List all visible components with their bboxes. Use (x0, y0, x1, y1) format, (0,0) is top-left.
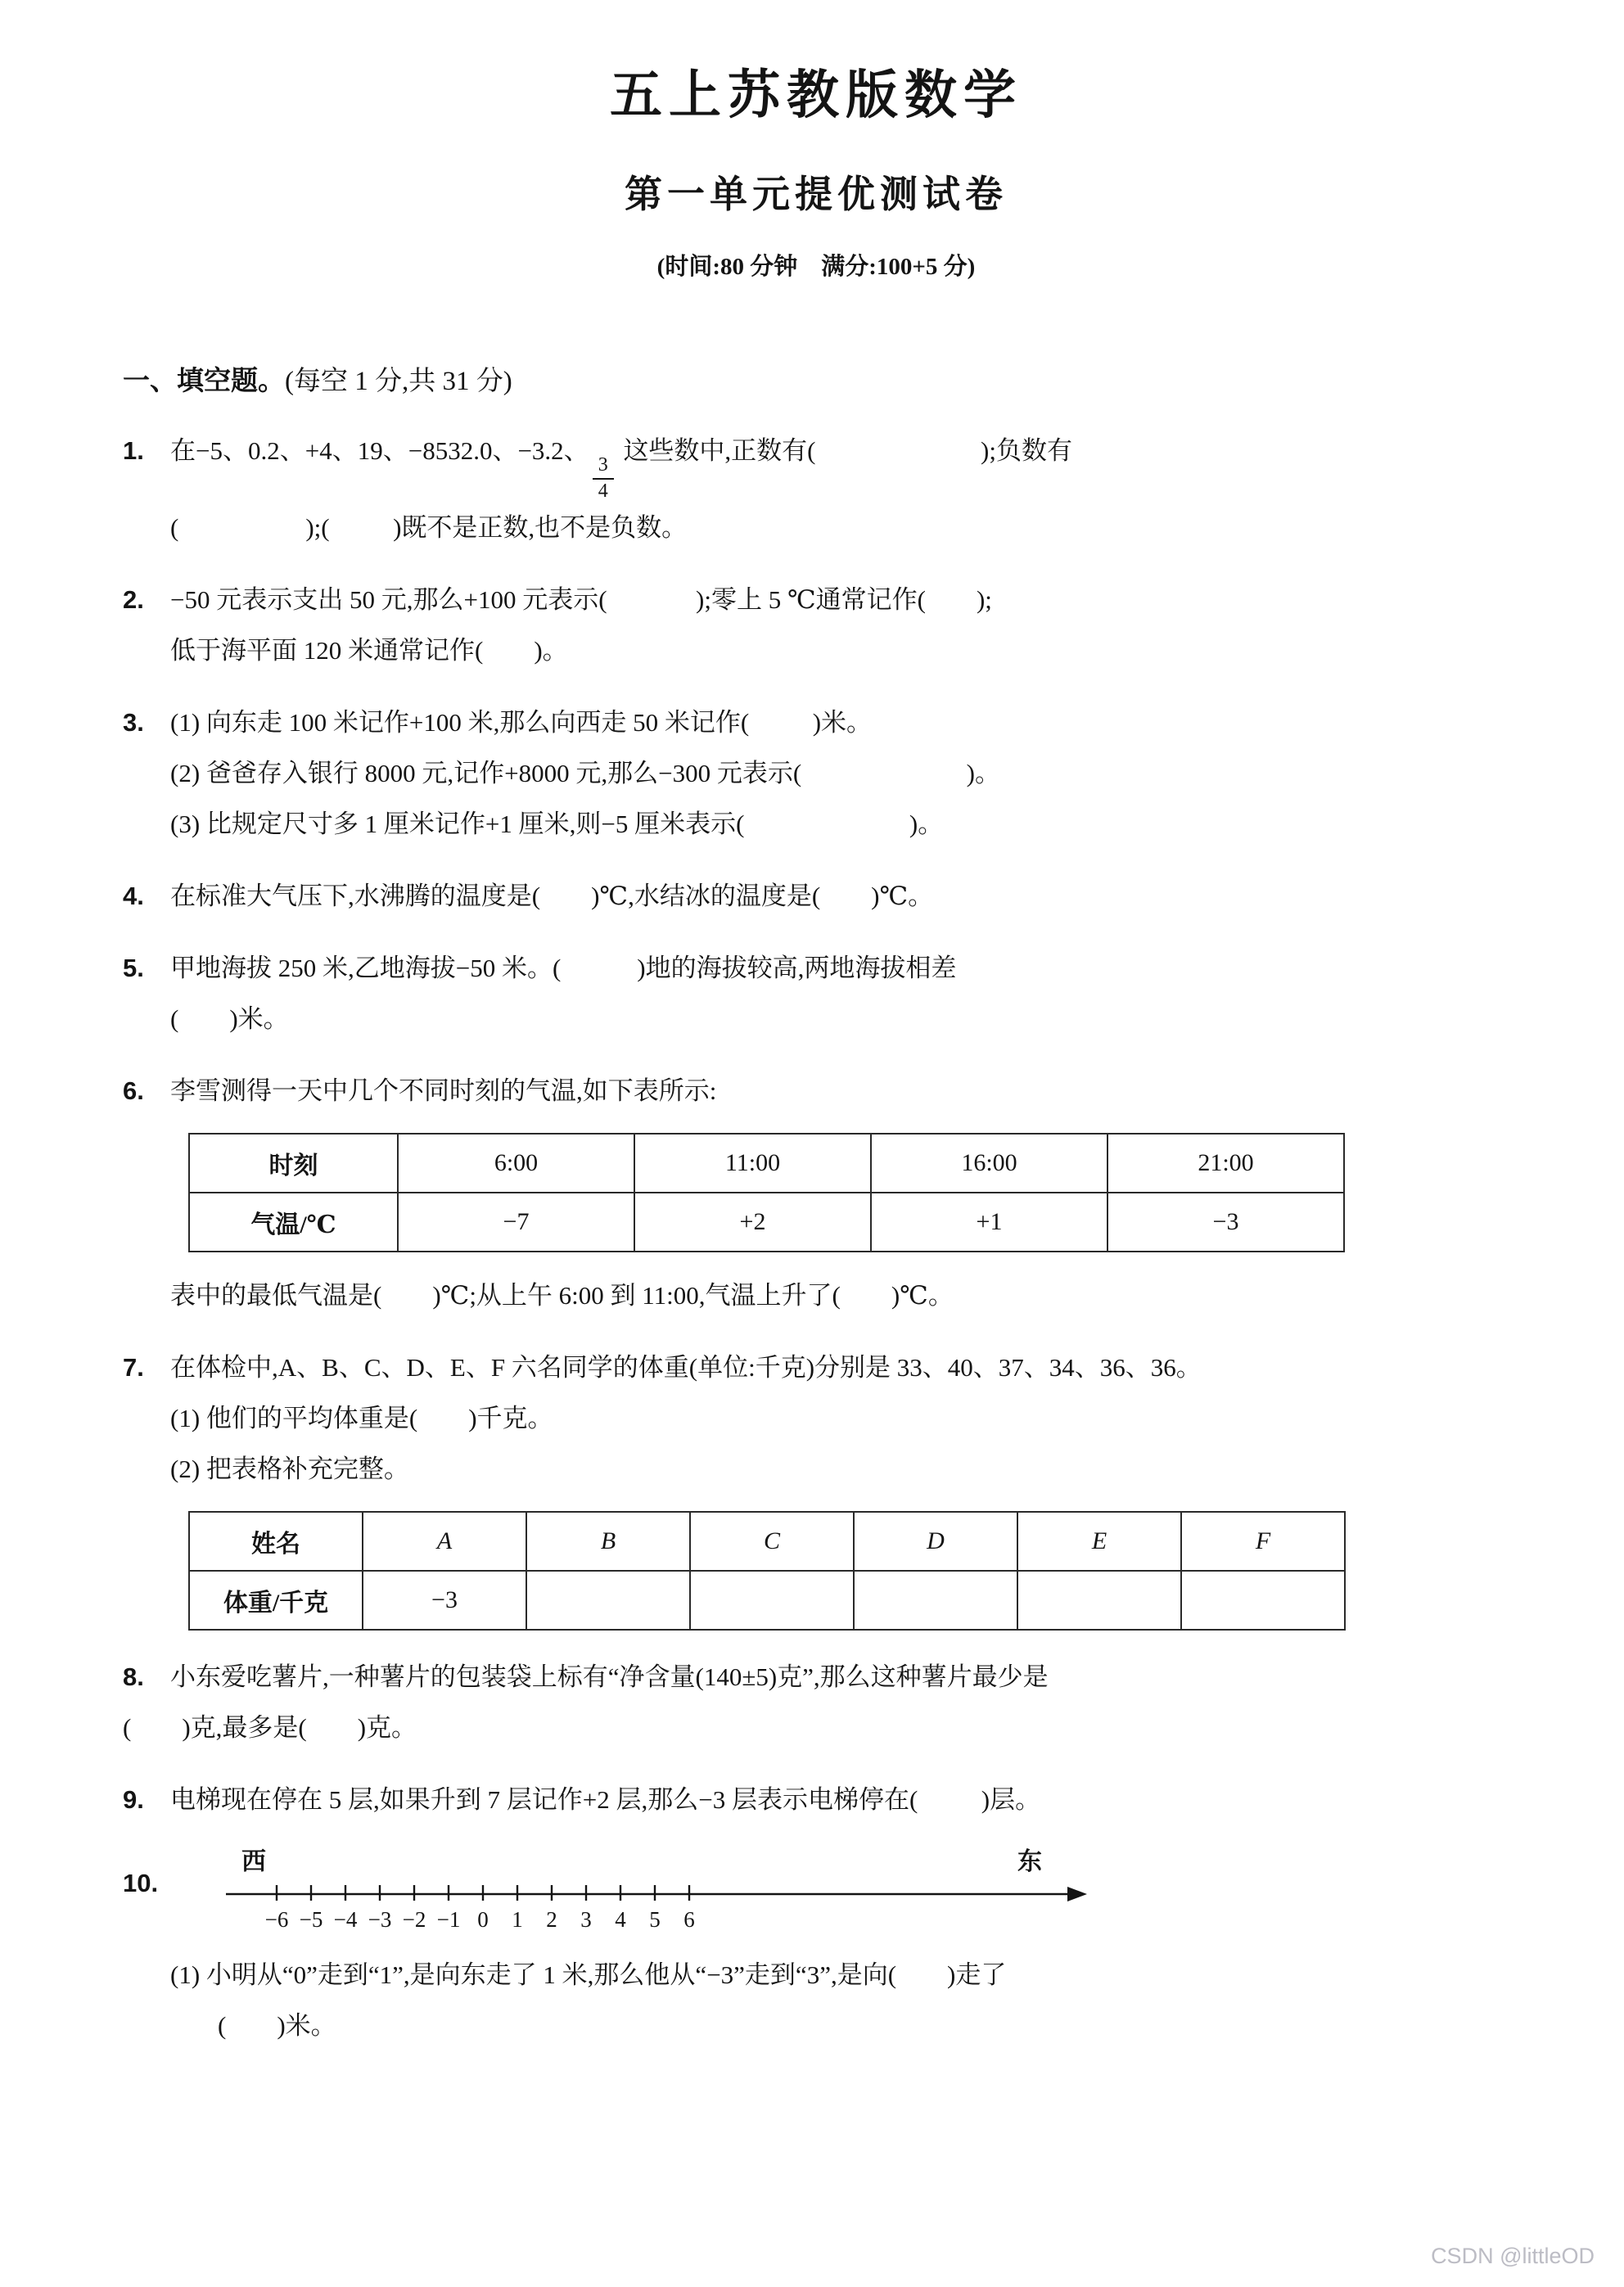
section-heading (123, 359, 1509, 398)
table-cell-empty (854, 1571, 1017, 1630)
subquestion-1-continued: ( )米。 (218, 2011, 336, 2041)
question-text-post: 这些数中,正数有( );负数有 (616, 436, 1072, 465)
subquestion-1: (1) 他们的平均体重是( )千克。 (170, 1404, 553, 1433)
number-line-figure (219, 1847, 1120, 1938)
tick-label: 5 (649, 1907, 661, 1933)
table-cell: 6:00 (398, 1134, 634, 1193)
number-line-svg (219, 1847, 1120, 1932)
table-cell: −7 (398, 1193, 634, 1252)
table-cell: −3 (1107, 1193, 1344, 1252)
question-text (170, 426, 1072, 503)
table-row (189, 1512, 1345, 1571)
east-arrowhead (1067, 1887, 1087, 1901)
question-number: 2. (123, 585, 144, 615)
question-4 (123, 871, 1509, 922)
question-number: 10. (123, 1869, 159, 1898)
subquestion-1: (1) 向东走 100 米记作+100 米,那么向西走 50 米记作( )米。 (170, 708, 873, 738)
question-text: 在标准大气压下,水沸腾的温度是( )℃,水结冰的温度是( )℃。 (170, 882, 934, 911)
table-cell: 11:00 (634, 1134, 871, 1193)
tick-label: 6 (683, 1907, 695, 1933)
question-number: 9. (123, 1785, 144, 1815)
table-cell: 16:00 (871, 1134, 1107, 1193)
page-subtitle: 第一单元提优测试卷 (625, 174, 1008, 215)
tick-label: −4 (333, 1907, 358, 1933)
weight-table-wrap (188, 1511, 1509, 1631)
question-10 (123, 1847, 1509, 2051)
table-header-cell: 气温/℃ (189, 1193, 398, 1252)
watermark: CSDN @littleOD (1431, 2244, 1595, 2268)
page-title: 五上苏教版数学 (610, 65, 1022, 124)
temperature-table-wrap (188, 1133, 1509, 1252)
question-text-continued: 低于海平面 120 米通常记作( )。 (170, 636, 568, 665)
tick-label: −6 (264, 1907, 289, 1933)
table-row (189, 1571, 1345, 1630)
tick-label: −2 (402, 1907, 426, 1933)
question-number: 4. (123, 882, 144, 911)
table-cell: B (526, 1512, 690, 1571)
table-header-cell: 姓名 (189, 1512, 363, 1571)
subquestion-1: (1) 小明从“0”走到“1”,是向东走了 1 米,那么他从“−3”走到“3”,是向( )走了 (170, 1960, 1007, 1990)
table-header-cell: 时刻 (189, 1134, 398, 1193)
table-cell: E (1017, 1512, 1181, 1571)
question-number: 8. (123, 1662, 144, 1692)
fraction-denominator: 4 (598, 480, 608, 502)
question-8 (123, 1652, 1509, 1753)
table-cell: D (854, 1512, 1017, 1571)
table-cell: +1 (871, 1193, 1107, 1252)
section-heading-main: 一、填空题。 (123, 367, 285, 396)
west-label: 西 (241, 1848, 266, 1876)
question-text: −50 元表示支出 50 元,那么+100 元表示( );零上 5 ℃通常记作( ); (170, 585, 992, 615)
question-text: 甲地海拔 250 米,乙地海拔−50 米。( )地的海拔较高,两地海拔相差 (170, 954, 957, 983)
question-5 (123, 943, 1509, 1044)
tick-label: 3 (580, 1907, 592, 1933)
table-header-cell: 体重/千克 (189, 1571, 363, 1630)
question-number: 1. (123, 436, 144, 465)
table-row (189, 1193, 1344, 1252)
question-2 (123, 575, 1509, 676)
time-score-meta: (时间:80 分钟 满分:100+5 分) (656, 254, 976, 280)
tick-label: 1 (512, 1907, 523, 1933)
question-text: 电梯现在停在 5 层,如果升到 7 层记作+2 层,那么−3 层表示电梯停在( )层。 (170, 1785, 1041, 1815)
table-cell: A (363, 1512, 526, 1571)
table-cell: C (690, 1512, 854, 1571)
question-6 (123, 1066, 1509, 1321)
subquestion-2: (2) 把表格补充完整。 (170, 1455, 409, 1484)
table-cell-empty (1017, 1571, 1181, 1630)
table-cell-empty (526, 1571, 690, 1630)
section-heading-note: (每空 1 分,共 31 分) (285, 367, 512, 396)
weight-table (188, 1511, 1346, 1631)
table-cell: F (1181, 1512, 1345, 1571)
table-cell: −3 (363, 1571, 526, 1630)
question-text-continued: 表中的最低气温是( )℃;从上午 6:00 到 11:00,气温上升了( )℃。 (170, 1281, 954, 1310)
question-number: 3. (123, 708, 144, 738)
question-text: 在体检中,A、B、C、D、E、F 六名同学的体重(单位:千克)分别是 33、40、37、34、36、36。 (170, 1353, 1202, 1383)
question-number: 5. (123, 954, 144, 983)
subquestion-3: (3) 比规定尺寸多 1 厘米记作+1 厘米,则−5 厘米表示( )。 (170, 810, 944, 839)
question-9 (123, 1775, 1509, 1825)
east-label: 东 (1017, 1848, 1042, 1876)
table-cell: 21:00 (1107, 1134, 1344, 1193)
tick-label: −1 (436, 1907, 461, 1933)
subquestion-2: (2) 爸爸存入银行 8000 元,记作+8000 元,那么−300 元表示( )。 (170, 759, 1001, 788)
question-text: 李雪测得一天中几个不同时刻的气温,如下表所示: (170, 1076, 717, 1106)
fraction-three-fourths (593, 454, 614, 503)
question-3 (123, 697, 1509, 850)
tick-label: −3 (368, 1907, 392, 1933)
tick-label: 2 (546, 1907, 557, 1933)
question-number: 7. (123, 1353, 144, 1383)
question-text-continued: ( )克,最多是( )克。 (123, 1713, 417, 1743)
question-text-continued: ( );( )既不是正数,也不是负数。 (170, 513, 688, 543)
question-1 (123, 426, 1509, 553)
fraction-numerator: 3 (593, 454, 614, 480)
question-text-pre: 在−5、0.2、+4、19、−8532.0、−3.2、 (170, 436, 589, 465)
tick-label: 0 (477, 1907, 489, 1933)
question-text: 小东爱吃薯片,一种薯片的包装袋上标有“净含量(140±5)克”,那么这种薯片最少是 (170, 1662, 1049, 1692)
temperature-table (188, 1133, 1345, 1252)
table-row (189, 1134, 1344, 1193)
table-cell-empty (690, 1571, 854, 1630)
question-7 (123, 1342, 1509, 1631)
table-cell: +2 (634, 1193, 871, 1252)
question-text-continued: ( )米。 (170, 1004, 289, 1034)
tick-label: 4 (615, 1907, 626, 1933)
tick-label: −5 (299, 1907, 323, 1933)
question-number: 6. (123, 1076, 144, 1106)
table-cell-empty (1181, 1571, 1345, 1630)
